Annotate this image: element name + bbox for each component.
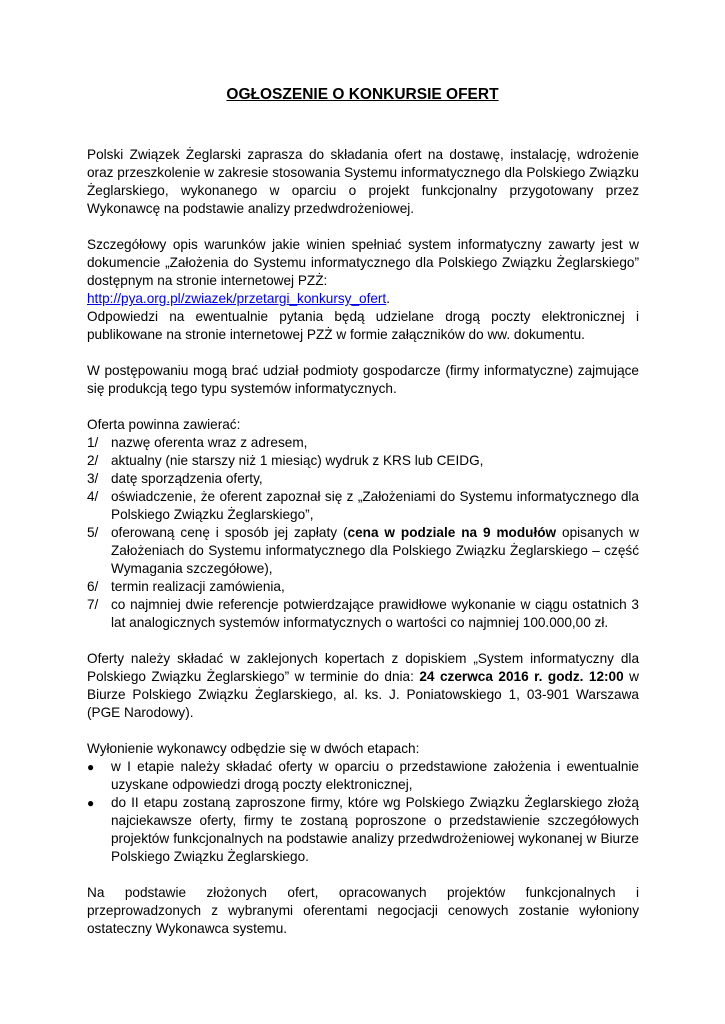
deadline-text-after: w Biurze Polskiego Związku Żeglarskiego, al. ks. J. Poniatowskiego 1, 03-901 Warszawa (PGE Narodowy).: [87, 669, 639, 720]
bullet-icon: ●: [87, 760, 95, 774]
list-item: [87, 452, 639, 470]
offer-requirements-list: [87, 434, 639, 632]
bullet-icon: ●: [87, 796, 95, 810]
document-body: [87, 146, 639, 938]
link-suffix: .: [386, 291, 390, 306]
list-item-text: datę sporządzenia oferty,: [111, 471, 263, 486]
list-item-text: termin realizacji zamówienia,: [111, 579, 285, 594]
list-item-number: 1/: [87, 435, 99, 450]
list-item: [87, 578, 639, 596]
answers-paragraph: Odpowiedzi na ewentualnie pytania będą udzielane drogą poczty elektronicznej i publikowane na stronie internetowej PZŻ w formie załączników do ww. dokumentu.: [87, 309, 639, 342]
list-item: [87, 488, 639, 524]
offer-heading: Oferta powinna zawierać:: [87, 417, 241, 432]
list-item-text: do II etapu zostaną zaproszone firmy, które wg Polskiego Związku Żeglarskiego złożą najciekawsze oferty, firmy te zostaną poproszone o przedstawienie szczegółowych projektów funkcjonalnych na podstawie analizy przedwdrożeniowej wykonanej w Biurze Polskiego Związku Żeglarskiego.: [111, 795, 639, 864]
list-item-number: 7/: [87, 597, 99, 612]
deadline-paragraph: [87, 650, 639, 722]
list-item: [87, 596, 639, 632]
list-item-number: 2/: [87, 453, 99, 468]
selection-stages-list: [87, 758, 639, 866]
conclusion-paragraph: Na podstawie złożonych ofert, opracowanych projektów funkcjonalnych i przeprowadzonych z wybranymi oferentami negocjacji cenowych zostanie wyłoniony ostateczny Wykonawca systemu.: [87, 885, 639, 936]
list-item-text-after: opisanych w Założeniach do Systemu informatycznego dla Polskiego Związku Żeglarskiego – część Wymagania szczegółowe),: [111, 525, 639, 576]
list-item: [87, 524, 639, 578]
page-title: OGŁOSZENIE O KONKURSIE OFERT: [226, 86, 499, 103]
list-item-number: 3/: [87, 471, 99, 486]
list-item-number: 5/: [87, 525, 99, 540]
details-paragraph: [87, 236, 639, 308]
list-item: [87, 470, 639, 488]
list-item-bold-text: cena w podziale na 9 modułów: [347, 525, 557, 540]
list-item: [87, 794, 639, 866]
list-item-text: aktualny (nie starszy niż 1 miesiąc) wydruk z KRS lub CEIDG,: [111, 453, 484, 468]
deadline-text-before: Oferty należy składać w zaklejonych kopertach z dopiskiem „System informatyczny dla Polskiego Związku Żeglarskiego” w terminie do dnia:: [87, 651, 639, 684]
deadline-date: 24 czerwca 2016 r. godz. 12:00: [419, 669, 624, 684]
list-item: [87, 434, 639, 452]
list-item-number: 4/: [87, 489, 99, 504]
selection-heading: Wyłonienie wykonawcy odbędzie się w dwóch etapach:: [87, 741, 420, 756]
details-text: Szczegółowy opis warunków jakie winien spełniać system informatyczny zawarty jest w dokumencie „Założenia do Systemu informatycznego dla Polskiego Związku Żeglarskiego” dostępnym na stronie internetowej PZŻ:: [87, 237, 639, 288]
list-item-text: w I etapie należy składać oferty w oparciu o przedstawione założenia i ewentualnie uzyskane odpowiedzi drogą poczty elektronicznej,: [111, 759, 639, 792]
list-item-number: 6/: [87, 579, 99, 594]
tenders-link[interactable]: http://pya.org.pl/zwiazek/przetargi_konkursy_ofert: [87, 291, 387, 306]
intro-paragraph: Polski Związek Żeglarski zaprasza do składania ofert na dostawę, instalację, wdrożenie oraz przeszkolenie w zakresie stosowania Systemu informatycznego dla Polskiego Związku Żeglarskiego, wykonanego w oparciu o projekt funkcjonalny przygotowany przez Wykonawcę na podstawie analizy przedwdrożeniowej.: [87, 147, 639, 216]
list-item: [87, 758, 639, 794]
list-item-text: co najmniej dwie referencje potwierdzające prawidłowe wykonanie w ciągu ostatnich 3 lat analogicznych systemów informatycznych o wartości co najmniej 100.000,00 zł.: [111, 597, 639, 630]
list-item-text: nazwę oferenta wraz z adresem,: [111, 435, 308, 450]
eligibility-paragraph: W postępowaniu mogą brać udział podmioty gospodarcze (firmy informatyczne) zajmujące się produkcją tego typu systemów informatycznych.: [87, 363, 639, 396]
list-item-text: oświadczenie, że oferent zapoznał się z „Założeniami do Systemu informatycznego dla Polskiego Związku Żeglarskiego”,: [111, 489, 639, 522]
list-item-text-before: oferowaną cenę i sposób jej zapłaty (: [111, 525, 348, 540]
